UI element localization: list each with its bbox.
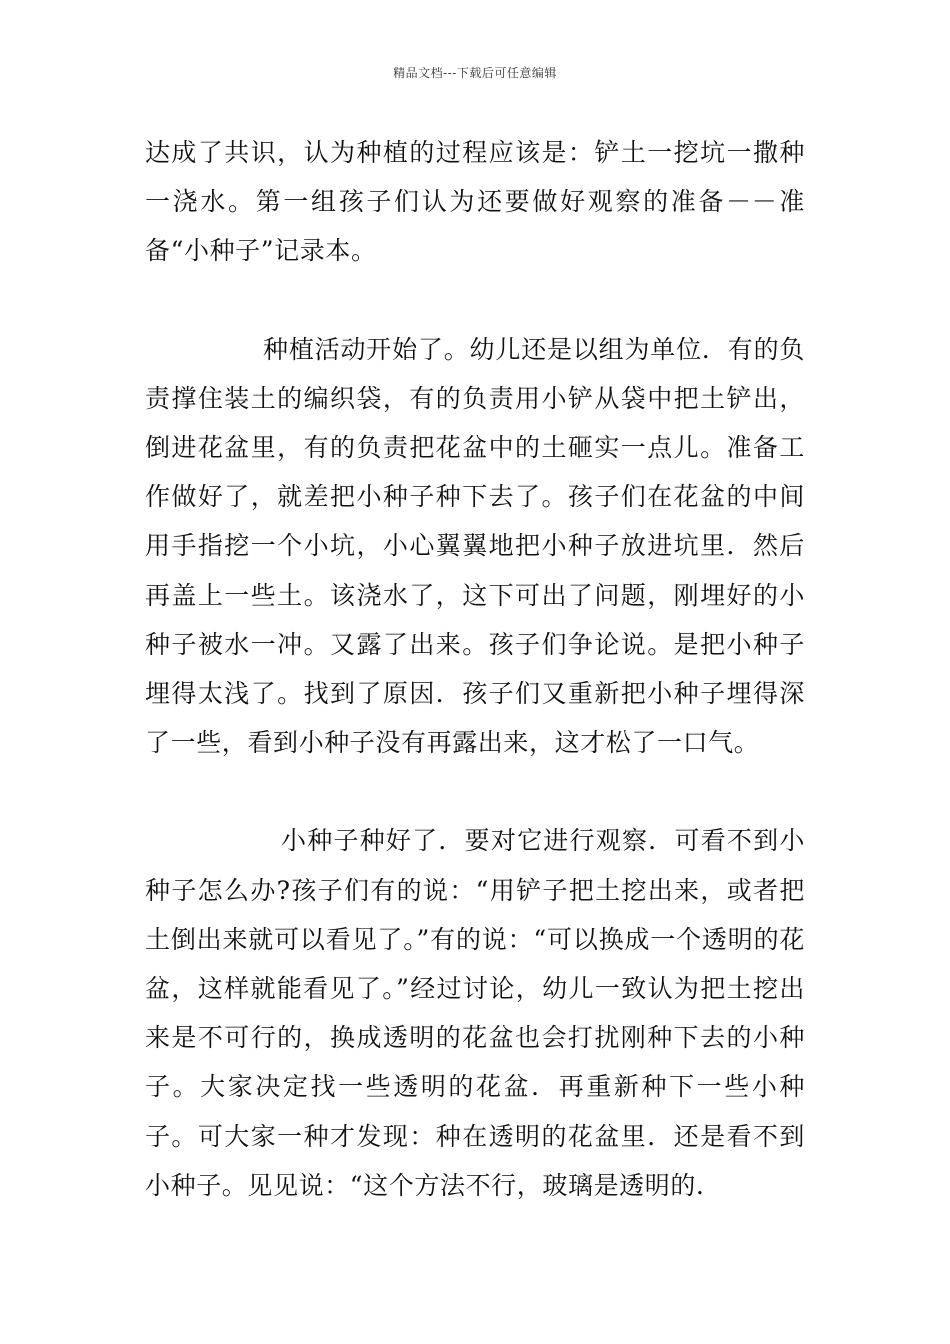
- document-body: [145, 128, 805, 1210]
- page-header: 精品文档---下载后可任意编辑: [393, 66, 557, 80]
- paragraph: 达成了共识，认为种植的过程应该是：铲土一挖坑一撒种一浇水。第一组孩子们认为还要做好观察的准备－－准备“小种子”记录本。: [145, 138, 805, 266]
- paragraph: 小种子种好了．要对它进行观察．可看不到小种子怎么办?孩子们有的说：“用铲子把土挖出来，或者把土倒出来就可以看见了。”有的说：“可以换成一个透明的花盆，这样就能看见了。”经过讨论，幼儿一致认为把土挖出来是不可行的，换成透明的花盆也会打扰刚种下去的小种子。大家决定找一些透明的花盆．再重新种下一些小种子。可大家一种才发现：种在透明的花盆里．还是看不到小种子。见见说：“这个方法不行，玻璃是透明的．: [145, 826, 805, 1200]
- paragraph: 种植活动开始了。幼儿还是以组为单位．有的负责撑住装土的编织袋，有的负责用小铲从袋中把土铲出，倒进花盆里，有的负责把花盆中的土砸实一点儿。准备工作做好了，就差把小种子种下去了。孩子们在花盆的中间用手指挖一个小坑，小心翼翼地把小种子放进坑里．然后再盖上一些土。该浇水了，这下可出了问题，刚埋好的小种子被水一冲。又露了出来。孩子们争论说。是把小种子埋得太浅了。找到了原因．孩子们又重新把小种子埋得深了一些，看到小种子没有再露出来，这才松了一口气。: [145, 334, 805, 758]
